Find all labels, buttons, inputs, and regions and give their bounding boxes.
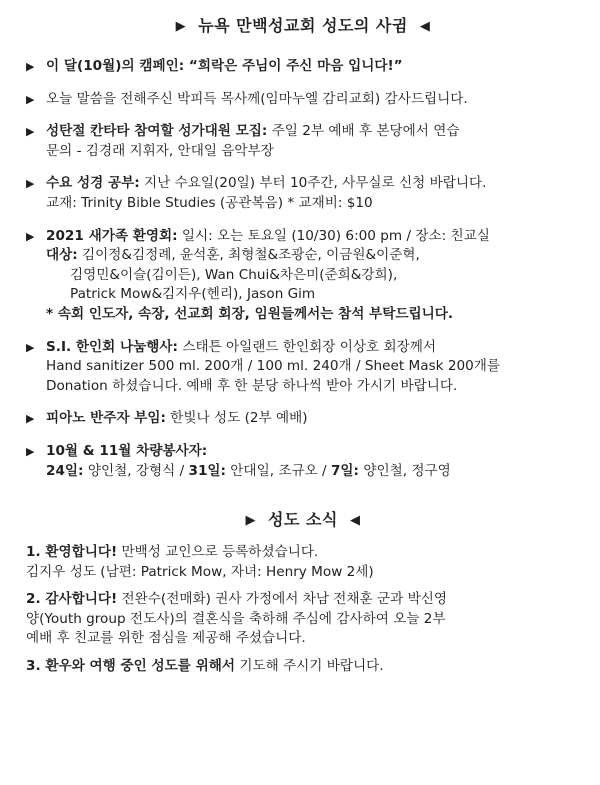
news-item [26, 590, 580, 649]
text-line [26, 543, 580, 563]
announcement-item [26, 338, 580, 397]
news-section-title-text: 성도 소식 [268, 510, 338, 530]
bold-label: * 속회 인도자, 속장, 선교회 회장, 임원들께서는 참석 부탁드립니다. [46, 305, 454, 322]
bullet-triangle-icon: ▶ [26, 444, 35, 458]
page-title [26, 0, 580, 45]
line-text: 양(Youth group 전도사)의 결혼식을 축하해 주심에 감사하여 오늘 2부 [26, 610, 446, 627]
line-text: 양인철, 정구영 [359, 462, 451, 479]
announcement-item [26, 57, 580, 77]
line-text: Patrick Mow&김지우(헨리), Jason Gim [70, 286, 316, 303]
news-item [26, 543, 580, 582]
bullet-triangle-icon: ▶ [26, 177, 35, 191]
news-list [26, 543, 580, 677]
bold-label: 수요 성경 공부: [46, 175, 140, 192]
text-line [46, 442, 580, 462]
bullet-triangle-icon: ▶ [26, 125, 35, 139]
line-text: 김영민&이슬(김이든), Wan Chui&차은미(준희&강희), [70, 266, 398, 283]
line-text: 양인철, 강형식 / [83, 462, 189, 479]
line-text: 기도해 주시기 바랍니다. [235, 658, 384, 675]
bullet-triangle-icon: ▶ [26, 340, 35, 354]
text-line [26, 657, 580, 677]
bold-label: 피아노 반주자 부임: [46, 410, 166, 427]
announcement-item [26, 122, 580, 161]
bullet-triangle-icon: ▶ [26, 229, 35, 243]
text-line [46, 227, 580, 247]
text-line [26, 563, 580, 583]
line-text: 주일 2부 예배 후 본당에서 연습 [267, 123, 460, 140]
line-text: 일시: 오는 토요일 (10/30) 6:00 pm / 장소: 친교실 [177, 227, 490, 244]
triangle-right-icon: ▶ [245, 513, 257, 529]
line-text: 교재: Trinity Bible Studies (공관복음) * 교재비: $10 [46, 194, 373, 211]
text-line [46, 377, 580, 397]
announcement-item [26, 227, 580, 325]
line-text: 만백성 교인으로 등록하셨습니다. [117, 544, 319, 561]
line-text: 예배 후 친교를 위한 점심을 제공해 주셨습니다. [26, 630, 306, 647]
bullet-triangle-icon: ▶ [26, 60, 35, 73]
line-text: 안대일, 조규오 / [225, 462, 331, 479]
text-line [26, 610, 580, 630]
text-line [46, 285, 580, 305]
bold-label: 7일: [330, 462, 359, 479]
bold-label: 대상: [46, 247, 78, 264]
news-item [26, 657, 580, 677]
triangle-left-icon: ◀ [349, 513, 361, 529]
text-line [46, 142, 580, 162]
line-text: 전완수(전매화) 권사 가정에서 차남 전채훈 군과 박신영 [117, 591, 447, 608]
bold-label: 3. 환우와 여행 중인 성도를 위해서 [26, 658, 235, 675]
text-line [46, 194, 580, 214]
text-line [46, 57, 580, 77]
volunteers-line [46, 462, 580, 482]
text-line [26, 629, 580, 649]
announcement-item [26, 174, 580, 213]
page-title-text: 뉴욕 만백성교회 성도의 사귐 [198, 16, 408, 35]
bullet-triangle-icon: ▶ [26, 92, 35, 106]
text-line [46, 357, 580, 377]
text-line [46, 246, 580, 266]
text-line [46, 174, 580, 194]
bold-label: 31일: [188, 462, 226, 479]
announcement-list [26, 57, 580, 481]
line-text: 김지우 성도 (남편: Patrick Mow, 자녀: Henry Mow 2세) [26, 563, 374, 580]
news-section-title [26, 507, 580, 537]
line-text: 한빛나 성도 (2부 예배) [165, 410, 308, 427]
line-text: Hand sanitizer 500 ml. 200개 / 100 ml. 240개 / Sheet Mask 200개를 [46, 358, 501, 375]
text-line [46, 305, 580, 325]
bold-label: 2021 새가족 환영회: [46, 227, 178, 244]
line-text: 지난 수요일(20일) 부터 10주간, 사무실로 신청 바랍니다. [139, 175, 487, 192]
announcement-item [26, 409, 580, 429]
line-text: 오늘 말씀을 전해주신 박피득 목사께(임마누엘 감리교회) 감사드립니다. [46, 90, 468, 107]
triangle-left-icon: ◀ [419, 19, 431, 34]
announcement-item [26, 90, 580, 110]
bold-label: 2. 감사합니다! [26, 591, 118, 608]
text-line [26, 590, 580, 610]
announcement-item [26, 442, 580, 481]
bold-label: 이 달(10월)의 캠페인: “희락은 주님이 주신 마음 입니다!” [46, 58, 403, 74]
text-line [46, 409, 580, 429]
text-line [46, 122, 580, 142]
line-text: Donation 하셨습니다. 예배 후 한 분당 하나씩 받아 가시기 바랍니다. [46, 377, 458, 394]
bold-label: 1. 환영합니다! [26, 544, 118, 561]
bullet-triangle-icon: ▶ [26, 412, 35, 426]
text-line [46, 338, 580, 358]
line-text: 김이정&김정례, 윤석훈, 최형철&조광순, 이금원&이준혁, [77, 247, 420, 264]
bold-label: S.I. 한인회 나눔행사: [46, 338, 178, 355]
line-text: 문의 - 김경래 지휘자, 안대일 음악부장 [46, 142, 274, 159]
bold-label: 성탄절 칸타타 참여할 성가대원 모집: [46, 123, 268, 140]
bold-label: 24일: [46, 462, 84, 479]
bold-label: 10월 & 11월 차량봉사자: [46, 442, 208, 459]
text-line [46, 266, 580, 286]
text-line [46, 90, 580, 110]
triangle-right-icon: ▶ [175, 19, 187, 34]
line-text: 스태튼 아일랜드 한인회장 이상호 회장께서 [178, 338, 436, 355]
